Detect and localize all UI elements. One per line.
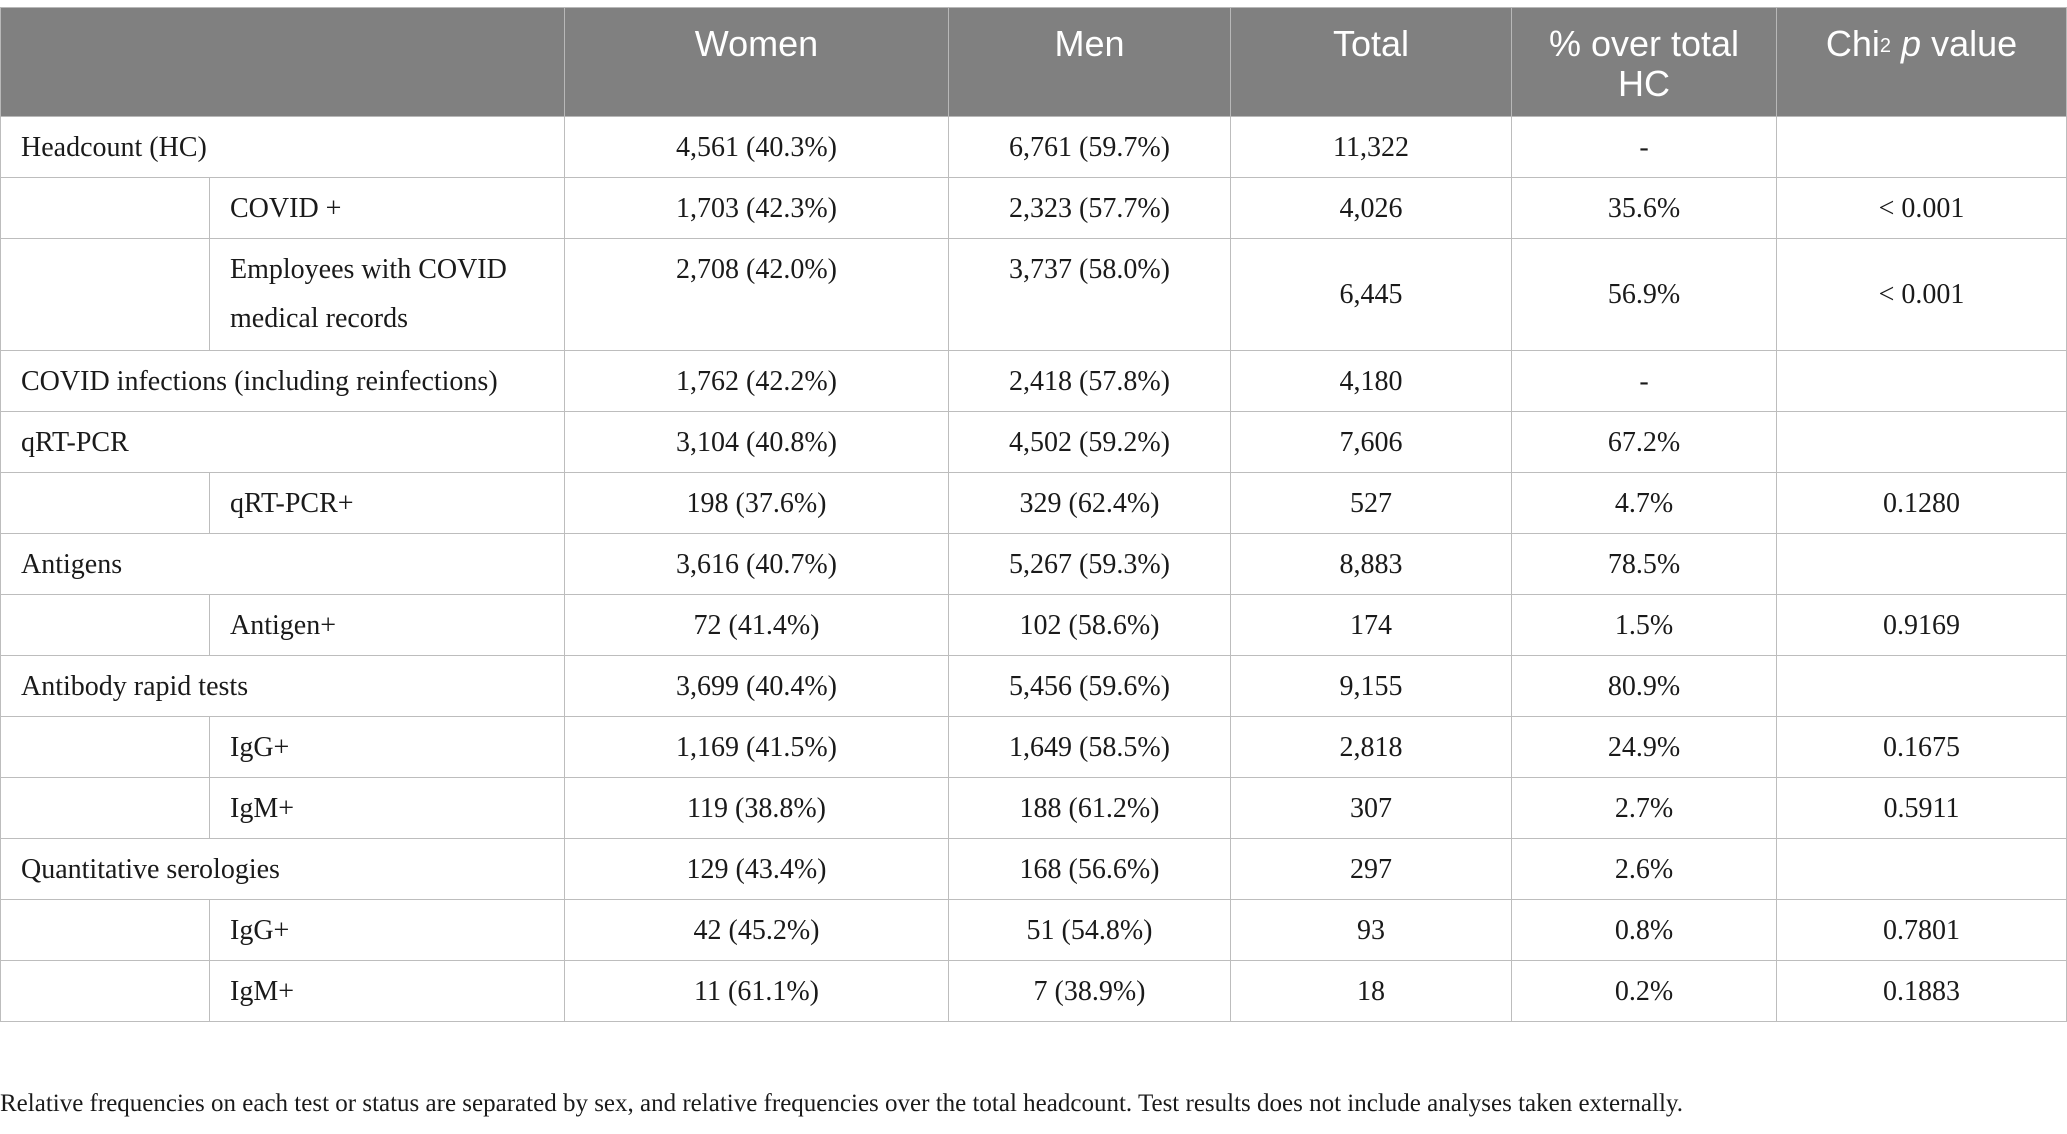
table-row [1,717,2067,778]
table-footnote: Relative frequencies on each test or status are separated by sex, and relative frequencies over the total headcount. Test results does not include analyses taken externally. [0,1090,1684,1117]
cell-pct: 0.2% [1512,961,1777,1022]
cell-men: 6,761 (59.7%) [949,117,1231,178]
cell-men: 4,502 (59.2%) [949,412,1231,473]
cell-women: 1,169 (41.5%) [565,717,949,778]
cell-total: 527 [1231,473,1512,534]
cell-chi [1777,656,2067,717]
indent-cell [1,473,210,534]
cell-women: 3,104 (40.8%) [565,412,949,473]
cell-pct: 0.8% [1512,900,1777,961]
table-row [1,239,2067,351]
table-row [1,351,2067,412]
table-row [1,117,2067,178]
cell-total: 7,606 [1231,412,1512,473]
table-row [1,839,2067,900]
cell-women: 4,561 (40.3%) [565,117,949,178]
cell-total: 11,322 [1231,117,1512,178]
cell-men: 3,737 (58.0%) [949,239,1231,351]
row-label: Antigen+ [210,595,565,656]
cell-chi [1777,117,2067,178]
cell-women: 1,703 (42.3%) [565,178,949,239]
indent-cell [1,961,210,1022]
cell-men: 168 (56.6%) [949,839,1231,900]
cell-total: 9,155 [1231,656,1512,717]
header-empty-cell [1,8,565,117]
row-label: COVID infections (including reinfections) [1,351,565,412]
table-row [1,961,2067,1022]
cell-women: 11 (61.1%) [565,961,949,1022]
indent-cell [1,900,210,961]
indent-cell [1,778,210,839]
cell-men: 188 (61.2%) [949,778,1231,839]
row-label: IgM+ [210,778,565,839]
row-label: COVID + [210,178,565,239]
header-chi-p-value [1777,8,2067,117]
cell-chi: 0.1883 [1777,961,2067,1022]
header-chi-superscript: 2 [1879,35,1892,57]
cell-men: 2,418 (57.8%) [949,351,1231,412]
cell-men: 7 (38.9%) [949,961,1231,1022]
header-row [1,8,2067,117]
row-label: Quantitative serologies [1,839,565,900]
cell-pct: 56.9% [1512,239,1777,351]
header-chi-prefix: Chi [1825,23,1880,64]
cell-chi: < 0.001 [1777,239,2067,351]
table-row [1,178,2067,239]
cell-chi [1777,351,2067,412]
cell-pct: 67.2% [1512,412,1777,473]
row-label: IgG+ [210,900,565,961]
cell-men: 1,649 (58.5%) [949,717,1231,778]
cell-pct: - [1512,117,1777,178]
header-pct-over-total: % over total HC [1512,8,1777,117]
cell-pct: 2.6% [1512,839,1777,900]
row-label: Antibody rapid tests [1,656,565,717]
cell-women: 42 (45.2%) [565,900,949,961]
row-label: IgM+ [210,961,565,1022]
cell-pct: 4.7% [1512,473,1777,534]
indent-cell [1,178,210,239]
cell-total: 174 [1231,595,1512,656]
table-row [1,534,2067,595]
cell-chi [1777,839,2067,900]
cell-chi: 0.1280 [1777,473,2067,534]
cell-men: 2,323 (57.7%) [949,178,1231,239]
cell-total: 307 [1231,778,1512,839]
table-row [1,473,2067,534]
row-label: qRT-PCR+ [210,473,565,534]
header-women: Women [565,8,949,117]
cell-total: 18 [1231,961,1512,1022]
table-row [1,900,2067,961]
cell-women: 198 (37.6%) [565,473,949,534]
cell-pct: 80.9% [1512,656,1777,717]
cell-men: 329 (62.4%) [949,473,1231,534]
cell-women: 129 (43.4%) [565,839,949,900]
cell-chi [1777,412,2067,473]
cell-total: 6,445 [1231,239,1512,351]
cell-pct: - [1512,351,1777,412]
cell-women: 3,699 (40.4%) [565,656,949,717]
table-body [1,117,2067,1022]
cell-women: 119 (38.8%) [565,778,949,839]
row-label: qRT-PCR [1,412,565,473]
row-label: Antigens [1,534,565,595]
header-chi-p: p [1901,23,1922,64]
header-total: Total [1231,8,1512,117]
cell-chi: < 0.001 [1777,178,2067,239]
cell-women: 2,708 (42.0%) [565,239,949,351]
cell-pct: 24.9% [1512,717,1777,778]
row-label: Headcount (HC) [1,117,565,178]
cell-total: 297 [1231,839,1512,900]
cell-pct: 1.5% [1512,595,1777,656]
cell-men: 5,267 (59.3%) [949,534,1231,595]
table-row [1,656,2067,717]
cell-pct: 78.5% [1512,534,1777,595]
cell-total: 93 [1231,900,1512,961]
indent-cell [1,717,210,778]
cell-chi: 0.5911 [1777,778,2067,839]
row-label: IgG+ [210,717,565,778]
cell-women: 72 (41.4%) [565,595,949,656]
table-row [1,595,2067,656]
table-row [1,778,2067,839]
cell-total: 8,883 [1231,534,1512,595]
row-label: Employees with COVID medical records [210,239,565,351]
data-table [0,7,2067,1022]
cell-men: 5,456 (59.6%) [949,656,1231,717]
indent-cell [1,239,210,351]
cell-total: 4,180 [1231,351,1512,412]
table-header [1,8,2067,117]
cell-total: 2,818 [1231,717,1512,778]
cell-chi [1777,534,2067,595]
cell-chi: 0.1675 [1777,717,2067,778]
header-men: Men [949,8,1231,117]
cell-pct: 35.6% [1512,178,1777,239]
data-table-container [0,7,2067,1022]
cell-men: 51 (54.8%) [949,900,1231,961]
table-row [1,412,2067,473]
cell-chi: 0.7801 [1777,900,2067,961]
cell-pct: 2.7% [1512,778,1777,839]
cell-total: 4,026 [1231,178,1512,239]
cell-chi: 0.9169 [1777,595,2067,656]
cell-men: 102 (58.6%) [949,595,1231,656]
cell-women: 1,762 (42.2%) [565,351,949,412]
header-chi-suffix: value [1921,23,2018,64]
indent-cell [1,595,210,656]
cell-women: 3,616 (40.7%) [565,534,949,595]
